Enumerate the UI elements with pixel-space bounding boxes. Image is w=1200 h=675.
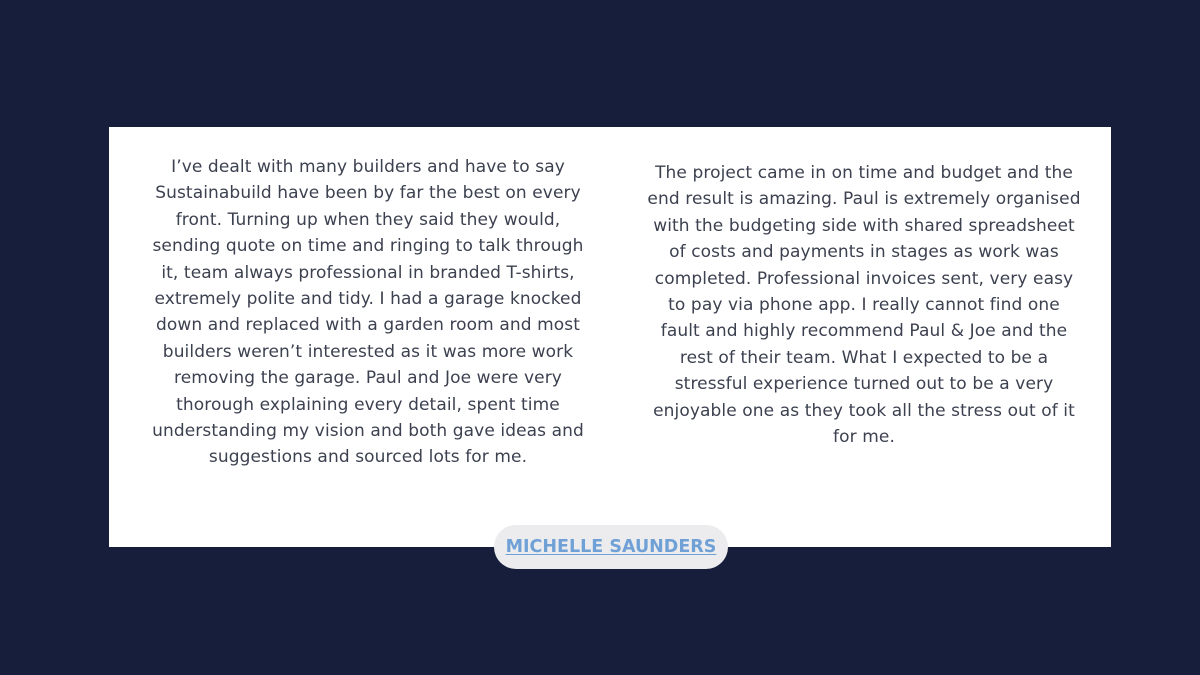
author-name-pill (494, 525, 728, 569)
testimonial-card (109, 127, 1111, 547)
author-name-link[interactable]: MICHELLE SAUNDERS (505, 537, 717, 557)
review-text-right: The project came in on time and budget and the end result is amazing. Paul is extremely organised with the budgeting side with shared spreadsheet of costs and payments in stages as work was completed. Professional invoices sent, very easy to pay via phone app. I really cannot find one fault and highly recommend Paul & Joe and the rest of their team. What I expected to be a stressful experience turned out to be a very enjoyable one as they took all the stress out of it for me. (647, 163, 1081, 448)
review-text-left: I’ve dealt with many builders and have to say Sustainabuild have been by far the best on every front. Turning up when they said they would, sending quote on time and ringing to talk through it, team always professional in branded T-shirts, extremely polite and tidy. I had a garage knocked down and replaced with a garden room and most builders weren’t interested as it was more work removing the garage. Paul and Joe were very thorough explaining every detail, spent time understanding my vision and both gave ideas and suggestions and sourced lots for me. (152, 157, 584, 468)
